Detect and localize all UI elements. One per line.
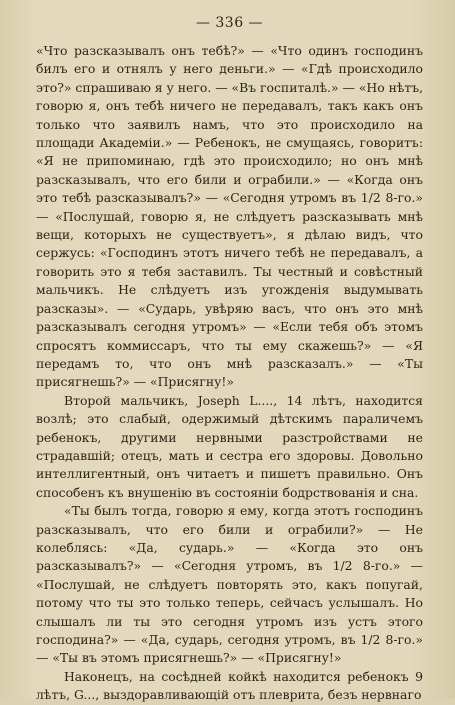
paragraph-3: «Ты былъ тогда, говорю я ему, когда этотъ господинъ разсказывалъ, что его били и ограбили?» — Не колеблясь: «Да, сударь.» — «Когда это онъ разсказывалъ?» — «Сегодня утромъ, въ 1/2 8-го.» — «Послушай, не слѣдуетъ повторять это, какъ попугай, потому что ты это только теперь, сейчасъ услышалъ. Но слышалъ ли ты это сегодня утромъ изъ устъ этого господина?» — «Да, сударь, сегодня утромъ, въ 1/2 8-го.» — «Ты въ этомъ присягнешь?» — «Присягну!»	[36, 503, 423, 666]
paragraph-4: Наконецъ, на сосѣдней койкѣ находится ребенокъ 9 лѣтъ, G..., выздоравливающій отъ плеврита, безъ нервнаго	[36, 668, 423, 703]
paragraph-2: Второй мальчикъ, Joseph L...., 14 лѣтъ, находится возлѣ; это слабый, одержимый дѣтскимъ параличемъ ребенокъ, другими нервными разстройствами не страдавшій; отецъ, мать и сестра его здоровы. Довольно интеллигентный, онъ читаетъ и пишетъ правильно. Онъ способенъ къ внушенію въ состояніи бодрствованія и сна.	[36, 392, 423, 500]
page-number: — 336 —	[195, 15, 264, 31]
paragraph-1: «Что разсказывалъ онъ тебѣ?» — «Что одинъ господинъ билъ его и отнялъ у него деньги.» — «Гдѣ происходило это?» спрашиваю я у него. — «Въ госпиталѣ.» — «Но нѣтъ, говорю я, онъ тебѣ ничего не передавалъ, такъ какъ онъ только что заявилъ намъ, что это происходило на площади Академіи.» — Ребенокъ, не смущаясь, говоритъ: «Я не припоминаю, гдѣ это происходило; но онъ мнѣ разсказывалъ, что его били и ограбили.» — «Когда онъ это тебѣ разсказывалъ?» — «Сегодня утромъ въ 1/2 8-го.» — «Послушай, говорю я, не слѣдуетъ разсказывать мнѣ вещи, которыхъ не существуетъ», я дѣлаю видъ, что сержусь: «Господинъ этотъ ничего тебѣ не передавалъ, а говорить это я тебя заставилъ. Ты честный и совѣстный мальчикъ. Не слѣдуетъ изъ угожденія выдумывать разсказы». — «Сударь, увѣряю васъ, что онъ это мнѣ разсказывалъ сегодня утромъ» — «Если тебя объ этомъ спросятъ коммиссаръ, что ты ему скажешь?» — «Я передамъ то, что онъ мнѣ разсказалъ.» — «Ты присягнешь?» — «Присягну!»	[36, 43, 424, 390]
